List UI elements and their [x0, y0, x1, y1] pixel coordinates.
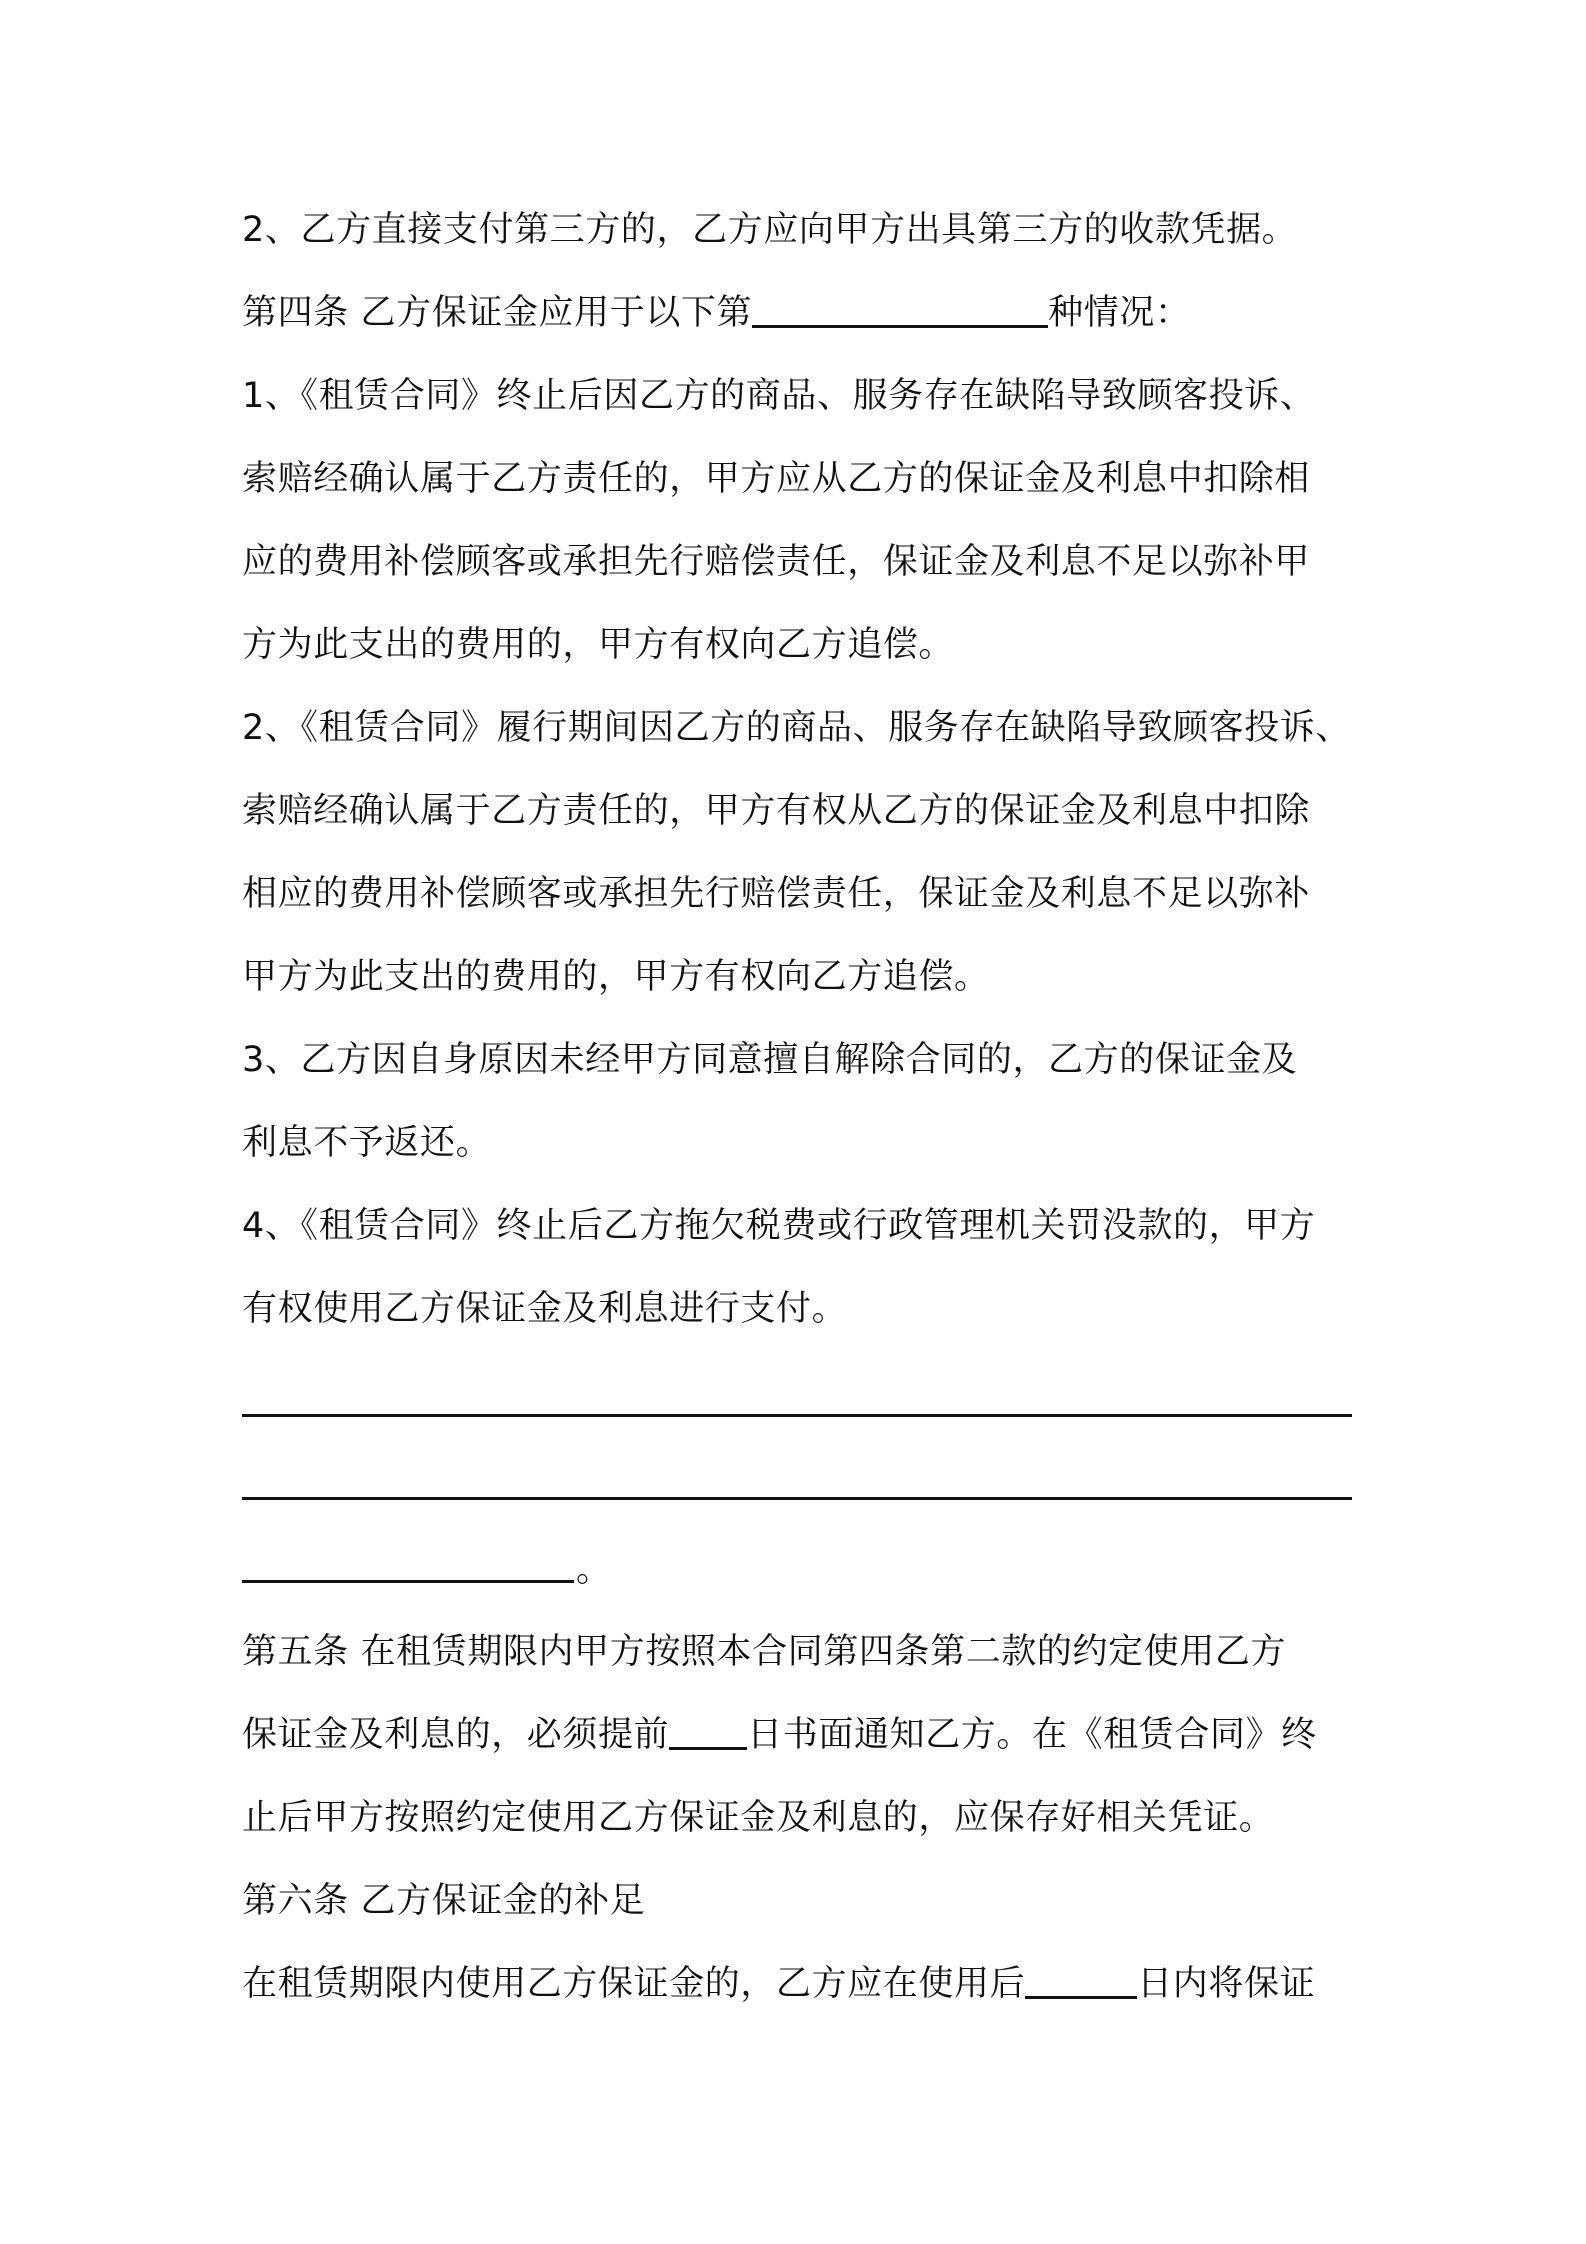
- article-6-heading: [242, 1881, 1352, 1921]
- blank-fill-line[interactable]: [242, 1580, 574, 1583]
- line-text: 利息不予返还。: [242, 1123, 492, 1163]
- line-text: 应的费用补偿顾客或承担先行赔偿责任，保证金及利息不足以弥补甲: [242, 542, 1311, 582]
- line-text: 保证金及利息的，必须提前: [242, 1715, 670, 1755]
- blank-fill-line[interactable]: [242, 1497, 1352, 1500]
- line-text: 日内将保证: [1137, 1964, 1316, 2004]
- paragraph-line: [242, 1123, 1352, 1163]
- line-text: 相应的费用补偿顾客或承担先行赔偿责任，保证金及利息不足以弥补: [242, 874, 1311, 914]
- paragraph-line: [242, 210, 1352, 250]
- line-text: 2、《租赁合同》履行期间因乙方的商品、服务存在缺陷导致顾客投诉、: [242, 708, 1351, 748]
- fill-in-blank[interactable]: [752, 295, 1048, 328]
- line-text: 日书面通知乙方。在《租赁合同》终: [747, 1715, 1317, 1755]
- article-5-heading: [242, 1632, 1352, 1672]
- line-text: 4、《租赁合同》终止后乙方拖欠税费或行政管理机关罚没款的，甲方: [242, 1206, 1316, 1246]
- paragraph-line: [242, 625, 1352, 665]
- line-text: 2、乙方直接支付第三方的，乙方应向甲方出具第三方的收款凭据。: [242, 210, 1298, 250]
- fill-in-blank[interactable]: [669, 1717, 747, 1750]
- paragraph-line: [242, 542, 1352, 582]
- fill-in-blank[interactable]: [1025, 1966, 1137, 1999]
- paragraph-line: [242, 459, 1352, 499]
- paragraph-line: [242, 1798, 1352, 1838]
- line-text: 索赔经确认属于乙方责任的，甲方应从乙方的保证金及利息中扣除相: [242, 459, 1311, 499]
- article-4-heading: [242, 293, 1352, 333]
- line-text: 第四条 乙方保证金应用于以下第: [242, 293, 753, 333]
- paragraph-line: [242, 376, 1352, 416]
- paragraph-line: [242, 957, 1352, 997]
- paragraph-line: [242, 1289, 1352, 1329]
- line-text: 有权使用乙方保证金及利息进行支付。: [242, 1289, 848, 1329]
- line-text: 在租赁期限内使用乙方保证金的，乙方应在使用后: [242, 1964, 1026, 2004]
- paragraph-line: [242, 1715, 1352, 1755]
- paragraph-line: [242, 874, 1352, 914]
- paragraph-line: [242, 708, 1352, 748]
- line-text: 第六条 乙方保证金的补足: [242, 1881, 646, 1921]
- line-text: 第五条 在租赁期限内甲方按照本合同第四条第二款的约定使用乙方: [242, 1632, 1287, 1672]
- line-text: 种情况：: [1048, 293, 1191, 333]
- paragraph-line: [242, 1206, 1352, 1246]
- line-text: 3、乙方因自身原因未经甲方同意擅自解除合同的，乙方的保证金及: [242, 1040, 1298, 1080]
- line-text: 止后甲方按照约定使用乙方保证金及利息的，应保存好相关凭证。: [242, 1798, 1275, 1838]
- paragraph-line: [242, 791, 1352, 831]
- line-text: 方为此支出的费用的，甲方有权向乙方追偿。: [242, 625, 955, 665]
- paragraph-line: [242, 1964, 1352, 2004]
- blank-fill-line[interactable]: [242, 1414, 1352, 1417]
- line-text: 1、《租赁合同》终止后因乙方的商品、服务存在缺陷导致顾客投诉、: [242, 376, 1316, 416]
- paragraph-line: [242, 1040, 1352, 1080]
- line-text: 甲方为此支出的费用的，甲方有权向乙方追偿。: [242, 957, 990, 997]
- period-mark: 。: [576, 1550, 612, 1590]
- line-text: 索赔经确认属于乙方责任的，甲方有权从乙方的保证金及利息中扣除: [242, 791, 1311, 831]
